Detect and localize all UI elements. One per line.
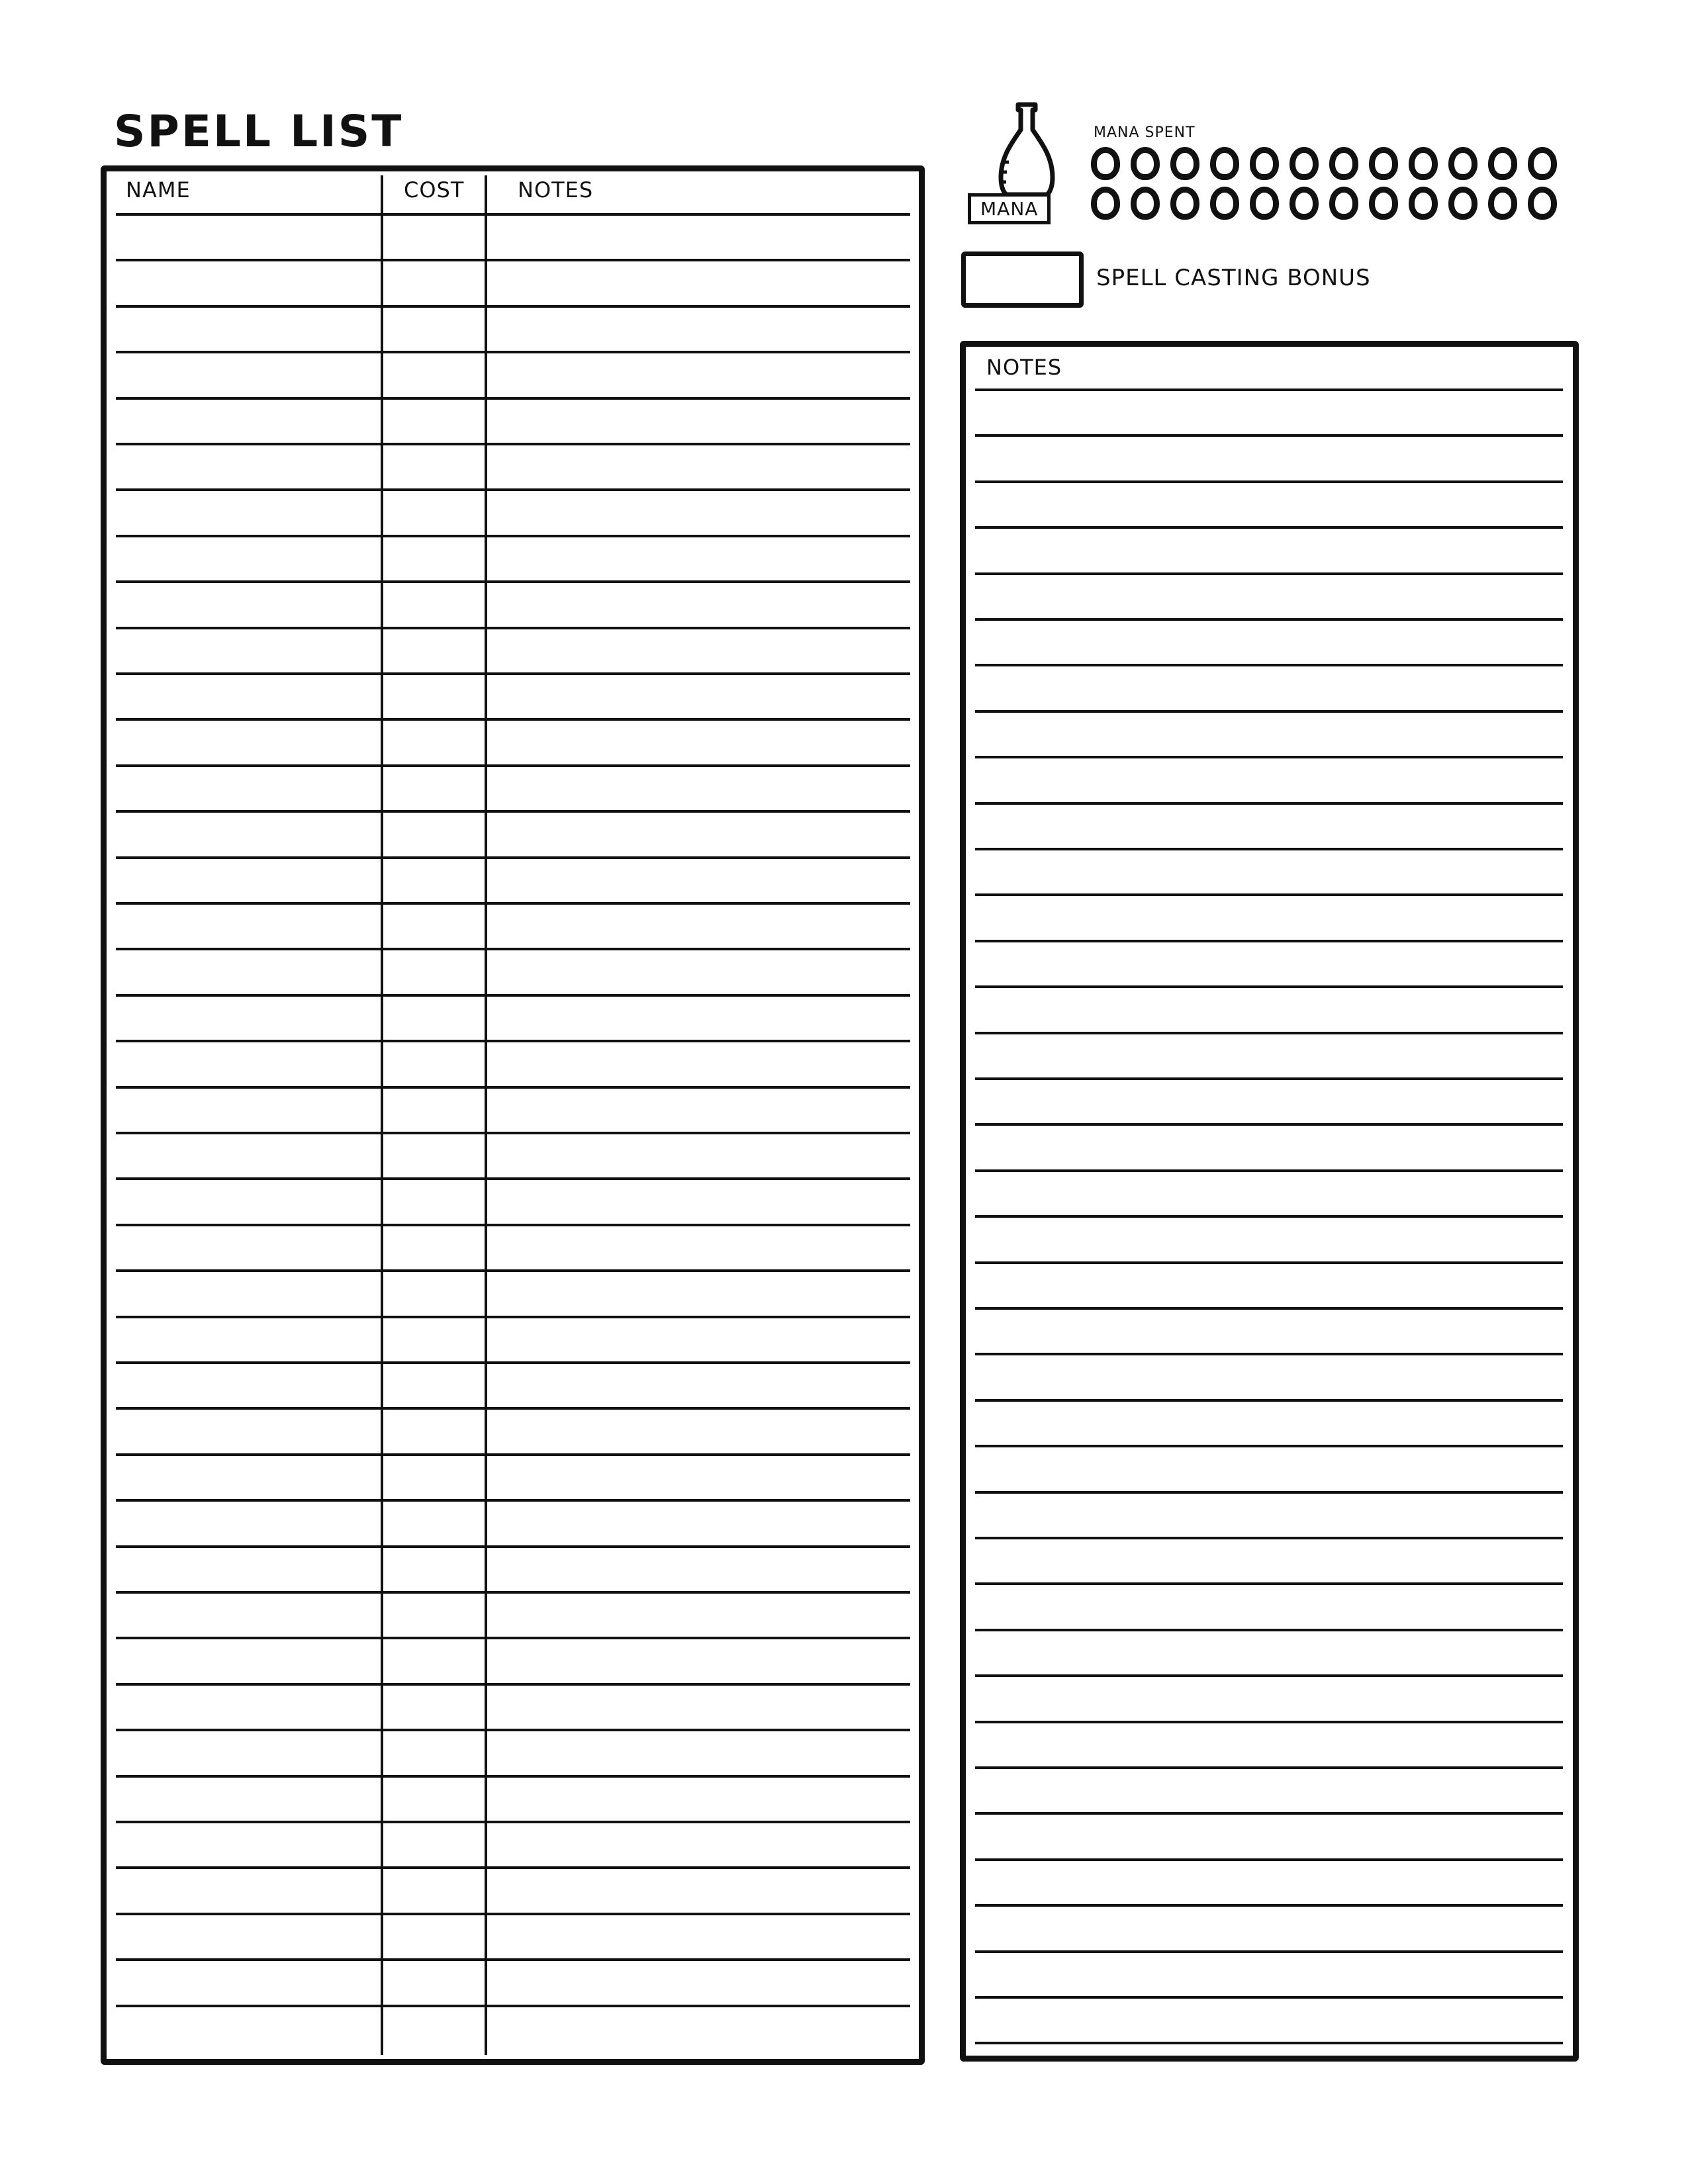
- notes-line: [975, 1353, 1563, 1355]
- notes-line-input[interactable]: [980, 762, 1558, 798]
- spell-cost-input[interactable]: [387, 265, 483, 301]
- spell-cost-input[interactable]: [387, 1735, 483, 1771]
- spell-cost-input[interactable]: [387, 679, 483, 715]
- notes-line: [975, 710, 1563, 713]
- spell-name-input[interactable]: [122, 1138, 377, 1174]
- table-row-divider: [116, 1545, 910, 1548]
- spell-cost-input[interactable]: [387, 449, 483, 485]
- spell-notes-input[interactable]: [493, 220, 906, 255]
- mana-bubble[interactable]: [1369, 187, 1398, 220]
- notes-line-input[interactable]: [980, 854, 1558, 890]
- table-row-divider: [116, 1453, 910, 1456]
- spell-cost-input[interactable]: [387, 2011, 483, 2047]
- spell-notes-input[interactable]: [493, 1643, 906, 1679]
- mana-bubble[interactable]: [1409, 147, 1438, 180]
- table-row-divider: [116, 259, 910, 261]
- spell-notes-input[interactable]: [493, 587, 906, 623]
- spell-name-input[interactable]: [122, 1230, 377, 1266]
- spell-notes-input[interactable]: [493, 1965, 906, 2001]
- notes-line-input[interactable]: [980, 1911, 1558, 1946]
- table-row-divider: [116, 1086, 910, 1089]
- spell-name-input[interactable]: [122, 1690, 377, 1725]
- spell-notes-input[interactable]: [493, 1690, 906, 1725]
- spell-cost-input[interactable]: [387, 1552, 483, 1588]
- mana-bubble[interactable]: [1528, 187, 1557, 220]
- table-row-divider: [116, 1958, 910, 1961]
- mana-bubble[interactable]: [1250, 147, 1279, 180]
- notes-line-input[interactable]: [980, 487, 1558, 523]
- spell-name-input[interactable]: [122, 1046, 377, 1082]
- mana-bubble[interactable]: [1329, 187, 1358, 220]
- spell-notes-input[interactable]: [493, 404, 906, 439]
- spell-notes-input[interactable]: [493, 1552, 906, 1588]
- spell-casting-bonus-box[interactable]: [961, 251, 1084, 308]
- table-row-divider: [116, 902, 910, 905]
- notes-line-input[interactable]: [980, 1635, 1558, 1671]
- spell-notes-input[interactable]: [493, 909, 906, 944]
- spell-cost-input[interactable]: [387, 909, 483, 944]
- mana-bubble[interactable]: [1131, 147, 1160, 180]
- notes-line-input[interactable]: [980, 1865, 1558, 1901]
- spell-cost-input[interactable]: [387, 954, 483, 990]
- spell-name-input[interactable]: [122, 817, 377, 852]
- table-row-divider: [116, 994, 910, 997]
- notes-line: [975, 893, 1563, 896]
- mana-bubble[interactable]: [1528, 147, 1557, 180]
- spell-name-input[interactable]: [122, 1322, 377, 1358]
- table-row-divider: [116, 580, 910, 583]
- notes-line: [975, 1582, 1563, 1585]
- spell-cost-input[interactable]: [387, 1230, 483, 1266]
- notes-line: [975, 480, 1563, 483]
- spell-name-input[interactable]: [122, 495, 377, 531]
- notes-line: [975, 1077, 1563, 1080]
- spell-cost-input[interactable]: [387, 1184, 483, 1220]
- table-row-divider: [116, 305, 910, 308]
- notes-line-input[interactable]: [980, 1406, 1558, 1441]
- table-row-divider: [116, 1177, 910, 1180]
- notes-line-input[interactable]: [980, 809, 1558, 844]
- notes-line-input[interactable]: [980, 1222, 1558, 1257]
- spell-name-input[interactable]: [122, 404, 377, 439]
- spell-name-input[interactable]: [122, 1506, 377, 1541]
- spell-notes-input[interactable]: [493, 495, 906, 531]
- notes-line: [975, 802, 1563, 805]
- spell-cost-input[interactable]: [387, 1827, 483, 1863]
- notes-line-input[interactable]: [980, 1268, 1558, 1304]
- spell-name-input[interactable]: [122, 2011, 377, 2047]
- column-divider-cost: [381, 175, 383, 2055]
- mana-bubble[interactable]: [1289, 187, 1319, 220]
- spell-name-input[interactable]: [122, 1414, 377, 1449]
- table-row-divider: [116, 718, 910, 721]
- mana-bubble[interactable]: [1170, 147, 1199, 180]
- spell-notes-input[interactable]: [493, 1322, 906, 1358]
- notes-line-input[interactable]: [980, 441, 1558, 477]
- notes-line: [975, 434, 1563, 437]
- spell-name-input[interactable]: [122, 357, 377, 393]
- spell-cost-input[interactable]: [387, 1643, 483, 1679]
- spell-name-input[interactable]: [122, 1827, 377, 1863]
- table-row-divider: [116, 672, 910, 675]
- notes-line-input[interactable]: [980, 1084, 1558, 1120]
- mana-bubble[interactable]: [1210, 187, 1239, 220]
- notes-line-input[interactable]: [980, 992, 1558, 1028]
- spell-cost-input[interactable]: [387, 1598, 483, 1633]
- spell-name-input[interactable]: [122, 1276, 377, 1312]
- notes-line: [975, 1537, 1563, 1539]
- table-row-divider: [116, 1683, 910, 1686]
- notes-line-input[interactable]: [980, 946, 1558, 982]
- spell-notes-input[interactable]: [493, 1827, 906, 1863]
- table-row-divider: [116, 1591, 910, 1594]
- notes-line: [975, 1950, 1563, 1953]
- notes-line-input[interactable]: [980, 1589, 1558, 1625]
- notes-line-input[interactable]: [980, 579, 1558, 615]
- spell-name-input[interactable]: [122, 1368, 377, 1404]
- notes-line: [975, 388, 1563, 391]
- notes-line: [975, 756, 1563, 758]
- notes-line: [975, 1629, 1563, 1631]
- table-row-divider: [116, 1775, 910, 1778]
- notes-line: [975, 1215, 1563, 1218]
- spell-notes-input[interactable]: [493, 1368, 906, 1404]
- spell-name-input[interactable]: [122, 954, 377, 990]
- spell-notes-input[interactable]: [493, 541, 906, 577]
- mana-bubble[interactable]: [1329, 147, 1358, 180]
- table-row-divider: [116, 2005, 910, 2007]
- spell-cost-input[interactable]: [387, 220, 483, 255]
- notes-line-input[interactable]: [980, 1957, 1558, 1993]
- spell-notes-input[interactable]: [493, 863, 906, 899]
- mana-bubble[interactable]: [1448, 147, 1477, 180]
- notes-line: [975, 664, 1563, 666]
- mana-banner: MANA: [968, 193, 1051, 224]
- spell-cost-input[interactable]: [387, 587, 483, 623]
- mana-spent-tracker: [1091, 147, 1566, 226]
- notes-line: [975, 1904, 1563, 1907]
- mana-bubble[interactable]: [1488, 187, 1517, 220]
- spell-cost-input[interactable]: [387, 633, 483, 669]
- notes-line-input[interactable]: [980, 1727, 1558, 1763]
- notes-line: [975, 1032, 1563, 1034]
- spell-notes-input[interactable]: [493, 679, 906, 715]
- notes-line-input[interactable]: [980, 717, 1558, 752]
- table-row-divider: [116, 1269, 910, 1272]
- notes-line-input[interactable]: [980, 670, 1558, 706]
- mana-bubble[interactable]: [1289, 147, 1319, 180]
- spell-notes-input[interactable]: [493, 1782, 906, 1817]
- spell-name-input[interactable]: [122, 771, 377, 807]
- notes-line: [975, 572, 1563, 575]
- spell-cost-input[interactable]: [387, 541, 483, 577]
- notes-line-input[interactable]: [980, 2003, 1558, 2038]
- notes-line: [975, 985, 1563, 988]
- notes-line-input[interactable]: [980, 1819, 1558, 1854]
- spell-name-input[interactable]: [122, 863, 377, 899]
- spell-name-input[interactable]: [122, 1552, 377, 1588]
- notes-line: [975, 1996, 1563, 1999]
- notes-line: [975, 618, 1563, 621]
- mana-spent-label: MANA SPENT: [1094, 124, 1196, 141]
- spell-cost-input[interactable]: [387, 863, 483, 899]
- spell-notes-input[interactable]: [493, 1184, 906, 1220]
- spell-cost-input[interactable]: [387, 1965, 483, 2001]
- notes-line: [975, 2042, 1563, 2044]
- notes-line-input[interactable]: [980, 1543, 1558, 1579]
- spell-cost-input[interactable]: [387, 1093, 483, 1128]
- mana-bubble[interactable]: [1170, 187, 1199, 220]
- spell-cost-input[interactable]: [387, 404, 483, 439]
- column-header-notes: NOTES: [518, 177, 594, 203]
- notes-line: [975, 526, 1563, 529]
- spell-notes-input[interactable]: [493, 1001, 906, 1036]
- spell-name-input[interactable]: [122, 1598, 377, 1633]
- mana-bubble[interactable]: [1369, 147, 1398, 180]
- spell-notes-input[interactable]: [493, 1138, 906, 1174]
- notes-line: [975, 1674, 1563, 1677]
- spell-name-input[interactable]: [122, 449, 377, 485]
- spell-cost-input[interactable]: [387, 1782, 483, 1817]
- spell-notes-input[interactable]: [493, 1735, 906, 1771]
- spell-cost-input[interactable]: [387, 1046, 483, 1082]
- mana-bubble[interactable]: [1091, 187, 1120, 220]
- notes-line: [975, 1721, 1563, 1723]
- page-title: SPELL LIST: [114, 106, 404, 157]
- notes-line: [975, 1307, 1563, 1310]
- spell-cost-input[interactable]: [387, 1001, 483, 1036]
- column-header-cost: COST: [404, 177, 465, 203]
- spell-name-input[interactable]: [122, 1782, 377, 1817]
- spell-name-input[interactable]: [122, 1873, 377, 1909]
- notes-line: [975, 1123, 1563, 1126]
- spell-casting-bonus-input[interactable]: [971, 264, 1073, 298]
- mana-bubble[interactable]: [1409, 187, 1438, 220]
- table-row-divider: [116, 1040, 910, 1042]
- table-row-divider: [116, 764, 910, 767]
- potion-flask-icon: [986, 99, 1066, 202]
- table-row-divider: [116, 948, 910, 950]
- table-row-divider: [116, 1499, 910, 1502]
- mana-bubble[interactable]: [1488, 147, 1517, 180]
- table-row-divider: [116, 488, 910, 491]
- spell-name-input[interactable]: [122, 633, 377, 669]
- mana-bubble[interactable]: [1210, 147, 1239, 180]
- mana-bubble[interactable]: [1091, 147, 1120, 180]
- spell-name-input[interactable]: [122, 679, 377, 715]
- notes-line: [975, 1445, 1563, 1447]
- spell-notes-input[interactable]: [493, 1919, 906, 1955]
- notes-line-input[interactable]: [980, 1773, 1558, 1809]
- notes-line-input[interactable]: [980, 1681, 1558, 1717]
- table-row-divider: [116, 1821, 910, 1823]
- spell-notes-input[interactable]: [493, 1414, 906, 1449]
- notes-line-input[interactable]: [980, 900, 1558, 936]
- spell-notes-input[interactable]: [493, 954, 906, 990]
- column-divider-notes: [485, 175, 487, 2055]
- spell-notes-input[interactable]: [493, 357, 906, 393]
- spell-notes-input[interactable]: [493, 817, 906, 852]
- table-row-divider: [116, 443, 910, 445]
- spell-cost-input[interactable]: [387, 357, 483, 393]
- notes-line: [975, 940, 1563, 942]
- table-row-divider: [116, 1729, 910, 1731]
- spell-name-input[interactable]: [122, 541, 377, 577]
- spell-name-input[interactable]: [122, 1460, 377, 1496]
- spell-cost-input[interactable]: [387, 1690, 483, 1725]
- spell-cost-input[interactable]: [387, 771, 483, 807]
- spell-cost-input[interactable]: [387, 1414, 483, 1449]
- notes-line: [975, 848, 1563, 850]
- spell-notes-input[interactable]: [493, 2011, 906, 2047]
- notes-line: [975, 1858, 1563, 1861]
- spell-cost-input[interactable]: [387, 1322, 483, 1358]
- spell-name-input[interactable]: [122, 725, 377, 760]
- mana-bubble[interactable]: [1448, 187, 1477, 220]
- notes-line: [975, 1812, 1563, 1815]
- spell-cost-input[interactable]: [387, 495, 483, 531]
- table-row-divider: [116, 397, 910, 400]
- spell-notes-input[interactable]: [493, 1506, 906, 1541]
- table-row-divider: [116, 213, 910, 216]
- column-header-name: NAME: [126, 177, 191, 203]
- spell-notes-input[interactable]: [493, 1276, 906, 1312]
- table-row-divider: [116, 1224, 910, 1226]
- spell-cost-input[interactable]: [387, 1138, 483, 1174]
- spell-notes-input[interactable]: [493, 265, 906, 301]
- table-row-divider: [116, 856, 910, 859]
- notes-line: [975, 1766, 1563, 1769]
- spell-notes-input[interactable]: [493, 1046, 906, 1082]
- notes-line-input[interactable]: [980, 1359, 1558, 1395]
- spell-cost-input[interactable]: [387, 1506, 483, 1541]
- spell-notes-input[interactable]: [493, 312, 906, 347]
- table-row-divider: [116, 1361, 910, 1364]
- spell-name-input[interactable]: [122, 1643, 377, 1679]
- table-row-divider: [116, 810, 910, 813]
- notes-line: [975, 1399, 1563, 1402]
- notes-line-input[interactable]: [980, 1176, 1558, 1212]
- spell-notes-input[interactable]: [493, 1873, 906, 1909]
- spell-name-input[interactable]: [122, 1735, 377, 1771]
- spell-notes-input[interactable]: [493, 1093, 906, 1128]
- notes-line-input[interactable]: [980, 1498, 1558, 1533]
- spell-cost-input[interactable]: [387, 1460, 483, 1496]
- notes-line: [975, 1261, 1563, 1264]
- table-row-divider: [116, 1407, 910, 1410]
- mana-bubble[interactable]: [1250, 187, 1279, 220]
- spell-name-input[interactable]: [122, 909, 377, 944]
- spell-notes-input[interactable]: [493, 771, 906, 807]
- spell-name-input[interactable]: [122, 1919, 377, 1955]
- notes-panel-label: NOTES: [986, 355, 1062, 380]
- spell-name-input[interactable]: [122, 1001, 377, 1036]
- spell-notes-input[interactable]: [493, 1598, 906, 1633]
- spell-name-input[interactable]: [122, 312, 377, 347]
- notes-line-input[interactable]: [980, 533, 1558, 569]
- table-row-divider: [116, 1913, 910, 1915]
- table-row-divider: [116, 1866, 910, 1869]
- spell-name-input[interactable]: [122, 1184, 377, 1220]
- spell-notes-input[interactable]: [493, 725, 906, 760]
- table-row-divider: [116, 1132, 910, 1134]
- spell-cost-input[interactable]: [387, 1276, 483, 1312]
- spell-cost-input[interactable]: [387, 1919, 483, 1955]
- notes-line-input[interactable]: [980, 2048, 1558, 2084]
- spell-cost-input[interactable]: [387, 817, 483, 852]
- spell-name-input[interactable]: [122, 1093, 377, 1128]
- spell-name-input[interactable]: [122, 220, 377, 255]
- spell-notes-input[interactable]: [493, 449, 906, 485]
- spell-cost-input[interactable]: [387, 1873, 483, 1909]
- mana-bubble[interactable]: [1131, 187, 1160, 220]
- notes-line: [975, 1491, 1563, 1494]
- notes-line-input[interactable]: [980, 1451, 1558, 1487]
- spell-casting-bonus-label: SPELL CASTING BONUS: [1096, 265, 1371, 291]
- spell-cost-input[interactable]: [387, 312, 483, 347]
- notes-line-input[interactable]: [980, 625, 1558, 660]
- spell-name-input[interactable]: [122, 1965, 377, 2001]
- spell-name-input[interactable]: [122, 587, 377, 623]
- notes-line-input[interactable]: [980, 395, 1558, 431]
- notes-line: [975, 1169, 1563, 1172]
- spell-notes-input[interactable]: [493, 1230, 906, 1266]
- table-row-divider: [116, 1637, 910, 1639]
- notes-line-input[interactable]: [980, 1314, 1558, 1349]
- table-row-divider: [116, 535, 910, 537]
- notes-line-input[interactable]: [980, 1038, 1558, 1074]
- spell-name-input[interactable]: [122, 265, 377, 301]
- table-row-divider: [116, 627, 910, 629]
- spell-cost-input[interactable]: [387, 725, 483, 760]
- notes-line-input[interactable]: [980, 1130, 1558, 1165]
- spell-notes-input[interactable]: [493, 1460, 906, 1496]
- table-row-divider: [116, 351, 910, 353]
- spell-cost-input[interactable]: [387, 1368, 483, 1404]
- table-row-divider: [116, 1316, 910, 1318]
- spell-notes-input[interactable]: [493, 633, 906, 669]
